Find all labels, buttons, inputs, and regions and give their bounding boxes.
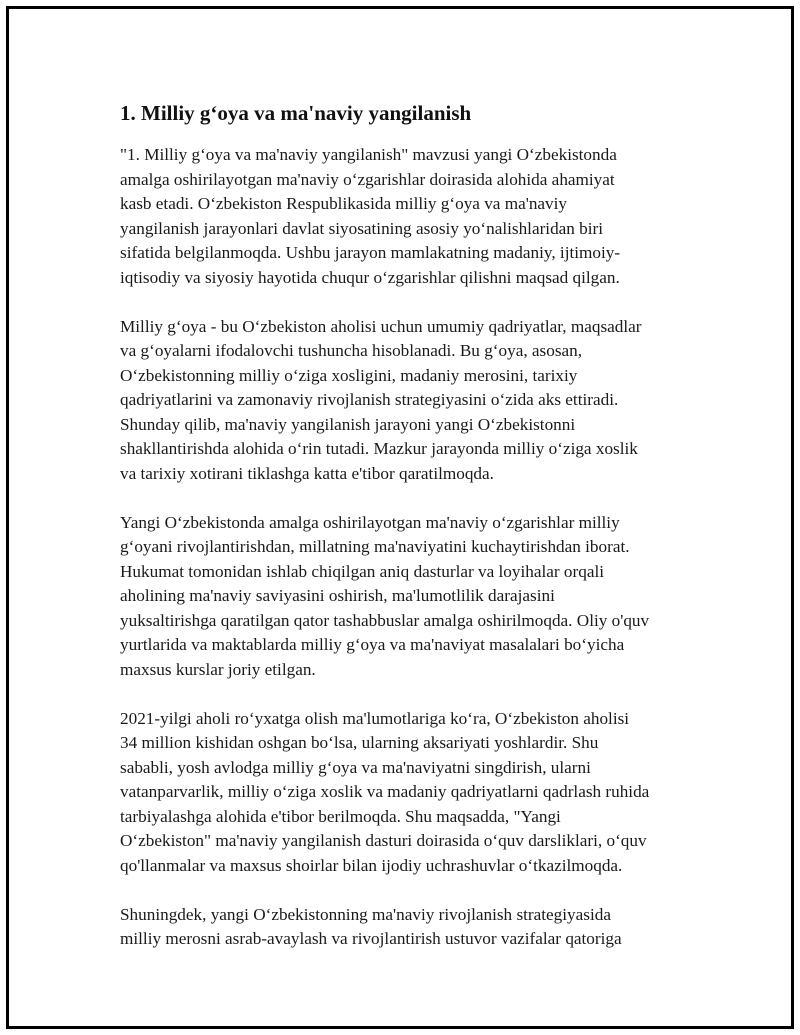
text-line: tarbiyalashga alohida e'tibor berilmoqda. Shu maqsadda, "Yangi (120, 806, 561, 826)
text-line: kasb etadi. O‘zbekiston Respublikasida milliy g‘oya va ma'naviy (120, 194, 568, 213)
text-line: sababli, yosh avlodga milliy g‘oya va ma'naviyatni singdirish, ularni (120, 757, 591, 777)
text-line: qadriyatlarini va zamonaviy rivojlanish strategiyasini o‘zida aks ettiradi. (120, 390, 619, 409)
text-line: Hukumat tomonidan ishlab chiqilgan aniq dasturlar va loyihalar orqali (120, 561, 604, 581)
text-line: 34 million kishidan oshgan bo‘lsa, ularning aksariyati yoshlardir. Shu (120, 733, 599, 752)
text-line: qo'llanmalar va maxsus shoirlar bilan ijodiy uchrashuvlar o‘tkazilmoqda. (120, 855, 623, 875)
paragraph-1 (120, 143, 700, 290)
text-line: maxsus kurslar joriy etilgan. (120, 659, 316, 679)
text-line: va tarixiy xotirani tiklashga katta e'tibor qaratilmoqda. (120, 463, 494, 483)
text-line: g‘oyani rivojlantirishdan, millatning ma'naviyatini kuchaytirishdan iborat. (120, 537, 630, 556)
text-line: Milliy g‘oya - bu O‘zbekiston aholisi uchun umumiy qadriyatlar, maqsadlar (120, 316, 642, 336)
text-line: amalga oshirilayotgan ma'naviy o‘zgarishlar doirasida alohida ahamiyat (120, 169, 615, 189)
text-line: shakllantirishda alohida o‘rin tutadi. Mazkur jarayonda milliy o‘ziga xoslik (120, 439, 638, 458)
paragraph-2 (120, 315, 700, 487)
text-line: va g‘oyalarni ifodalovchi tushuncha hisoblanadi. Bu g‘oya, asosan, (120, 341, 583, 360)
document-title: 1. Milliy g‘oya va ma'naviy yangilanish (120, 101, 472, 125)
text-line: O‘zbekistonning milliy o‘ziga xosligini, madaniy merosini, tarixiy (120, 365, 578, 385)
text-line: Yangi O‘zbekistonda amalga oshirilayotgan ma'naviy o‘zgarishlar milliy (120, 512, 620, 532)
page-frame (6, 6, 794, 1029)
text-line: Shunday qilib, ma'naviy yangilanish jarayoni yangi O‘zbekistonni (120, 414, 576, 434)
paragraph-4 (120, 707, 700, 879)
text-line: 2021-yilgi aholi ro‘yxatga olish ma'lumotlariga ko‘ra, O‘zbekiston aholisi (120, 708, 630, 728)
document-body (120, 99, 700, 976)
text-line: yurtlarida va maktablarda milliy g‘oya va ma'naviyat masalalari bo‘yicha (120, 635, 625, 654)
text-line: Shuningdek, yangi O‘zbekistonning ma'naviy rivojlanish strategiyasida (120, 904, 611, 924)
text-line: yuksaltirishga qaratilgan qator tashabbuslar amalga oshirilmoqda. Oliy o'quv (120, 610, 650, 630)
text-line: yangilanish jarayonlari davlat siyosatining asosiy yo‘nalishlaridan biri (120, 218, 604, 238)
text-line: O‘zbekiston" ma'naviy yangilanish dasturi doirasida o‘quv darsliklari, o‘quv (120, 831, 647, 850)
text-line: aholining ma'naviy saviyasini oshirish, ma'lumotlilik darajasini (120, 586, 555, 605)
text-line: iqtisodiy va siyosiy hayotida chuqur o‘zgarishlar qilishni maqsad qilgan. (120, 267, 620, 287)
text-line: "1. Milliy g‘oya va ma'naviy yangilanish" mavzusi yangi O‘zbekistonda (120, 145, 617, 164)
paragraph-3 (120, 511, 700, 683)
paragraph-5 (120, 903, 700, 952)
text-line: sifatida belgilanmoqda. Ushbu jarayon mamlakatning madaniy, ijtimoiy- (120, 243, 621, 262)
text-line: milliy merosni asrab-avaylash va rivojlantirish ustuvor vazifalar qatoriga (120, 929, 622, 948)
text-line: vatanparvarlik, milliy o‘ziga xoslik va madaniy qadriyatlarni qadrlash ruhida (120, 782, 650, 801)
